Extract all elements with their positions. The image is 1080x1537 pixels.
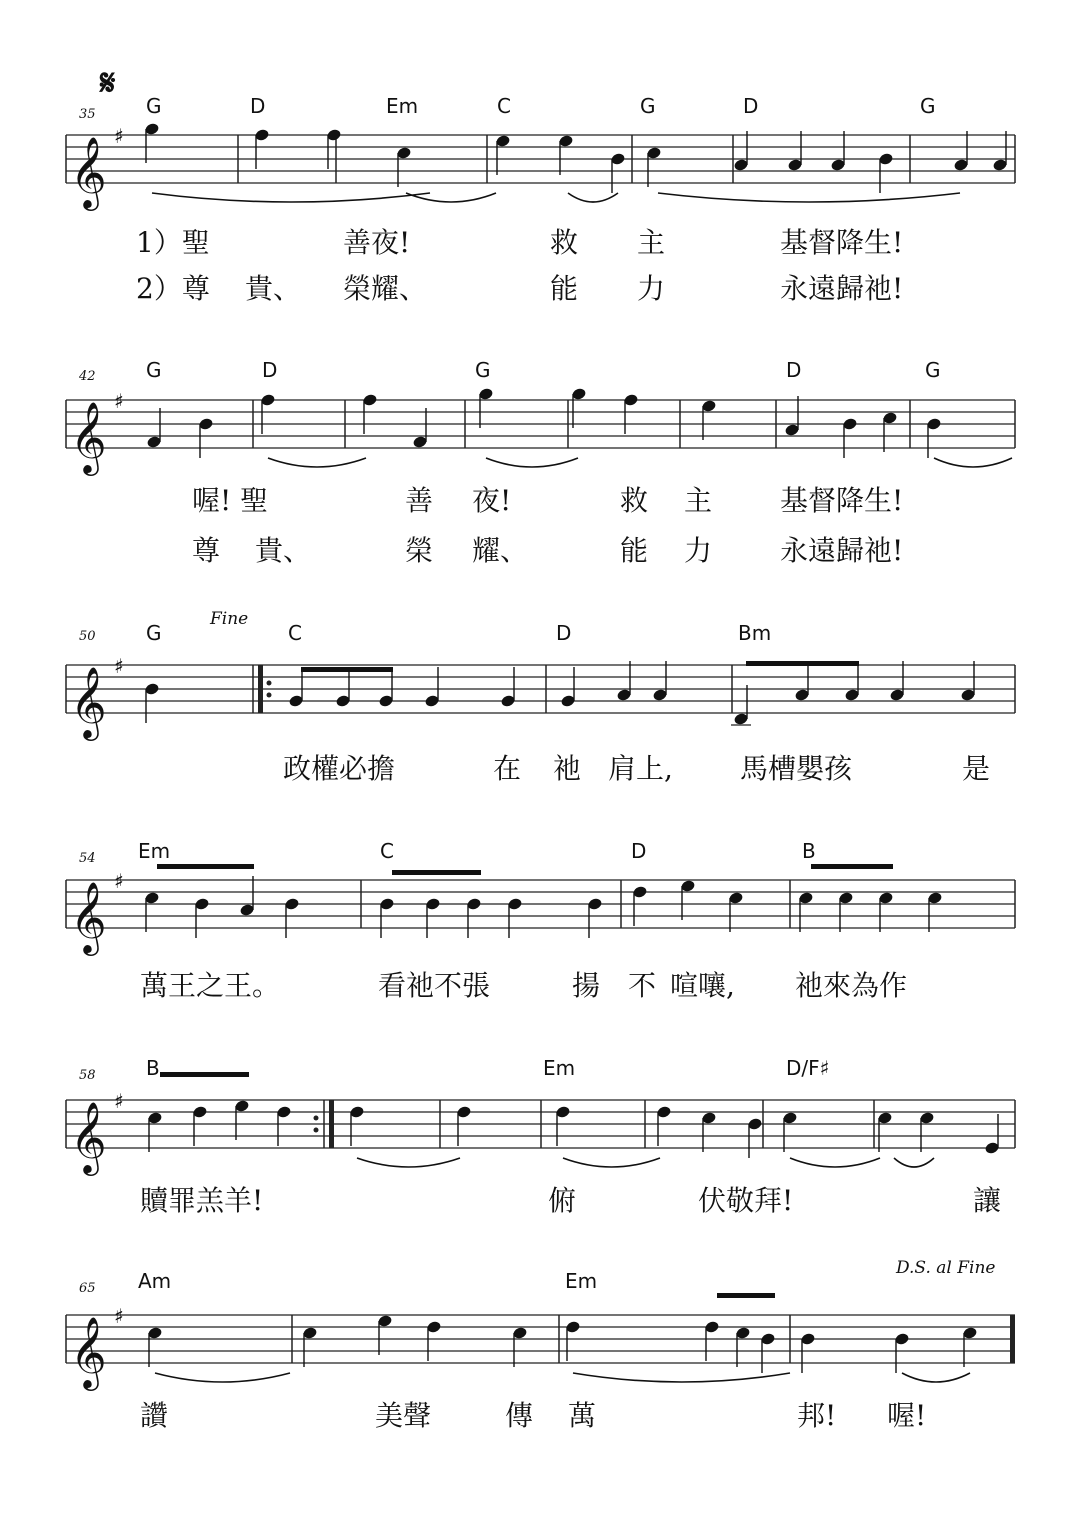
chord-symbol: C (497, 94, 511, 118)
repeat-dot (267, 681, 272, 686)
lyric-syllable: 是 (962, 752, 991, 785)
thick-barline (329, 1100, 334, 1148)
system-1 (66, 94, 1015, 305)
chord-symbol: B (146, 1056, 160, 1080)
key-signature-sharp: ♯ (114, 389, 124, 413)
lyric-syllable: 喔! (887, 1399, 927, 1432)
beam (160, 1072, 249, 1077)
chord-symbol: D (556, 621, 572, 645)
tie (902, 1373, 970, 1382)
lyric-syllable: 基督降生! (780, 226, 904, 259)
chord-symbol: Em (565, 1269, 598, 1293)
lyric-syllable: 傳 (505, 1399, 534, 1432)
chord-symbol: G (925, 358, 941, 382)
lyric-syllable: 看祂不張 (378, 969, 491, 1002)
staff (66, 1293, 1015, 1391)
chord-symbol: D (262, 358, 278, 382)
chord-symbols (138, 1269, 597, 1293)
lyric-syllable: 1）聖 (136, 226, 210, 259)
lyrics (283, 752, 990, 785)
lyric-syllable: 救 (620, 484, 649, 517)
lyric-syllable: 能 (550, 272, 579, 305)
lyric-syllable: 喔! 聖 (192, 484, 269, 517)
repeat-dot (267, 693, 272, 698)
lyrics-verse-2 (136, 272, 903, 305)
chord-symbols (146, 94, 936, 118)
treble-clef: 𝄞 (70, 880, 107, 953)
chord-symbol: Em (543, 1056, 576, 1080)
measure-number: 54 (79, 851, 96, 866)
chord-symbols (146, 358, 941, 382)
measure-number: 35 (79, 107, 96, 122)
chord-symbol: D/F♯ (786, 1056, 830, 1080)
lyric-syllable: 榮 (405, 534, 434, 567)
thick-barline (258, 665, 263, 713)
lyric-syllable: 主 (637, 226, 666, 259)
tie (573, 1373, 790, 1382)
tie (563, 1158, 660, 1167)
lyric-syllable: 不 (628, 969, 657, 1002)
tie (894, 1158, 934, 1167)
chord-symbol: C (380, 839, 394, 863)
lyric-syllable: 尊 (192, 534, 221, 567)
lyric-syllable: 邦! (797, 1399, 837, 1432)
key-signature-sharp: ♯ (114, 1304, 124, 1328)
lyrics (140, 1399, 926, 1432)
segno-sign: 𝄋 (100, 62, 116, 104)
repeat-dot (314, 1128, 319, 1133)
tie (486, 458, 578, 467)
lyrics (140, 969, 907, 1002)
lyric-syllable: 永遠歸祂! (780, 534, 904, 567)
lyric-syllable: 善 (405, 484, 434, 517)
lyric-syllable: 耀、 (472, 534, 529, 567)
chord-symbol: G (640, 94, 656, 118)
measure-number: 65 (79, 1281, 96, 1296)
lyric-syllable: 主 (684, 484, 713, 517)
key-signature-sharp: ♯ (114, 1089, 124, 1113)
measure-number: 58 (79, 1068, 96, 1083)
key-signature-sharp: ♯ (114, 654, 124, 678)
ds-al-fine-marking: D.S. al Fine (896, 1258, 996, 1278)
staff (66, 122, 1015, 211)
lyric-syllable: 馬槽嬰孩 (740, 752, 853, 785)
lyric-syllable: 貴、 (245, 272, 302, 305)
lyric-syllable: 萬 (568, 1399, 597, 1432)
chord-symbol: Bm (738, 621, 772, 645)
treble-clef: 𝄞 (70, 1100, 107, 1173)
system-2 (66, 358, 1015, 567)
beam (746, 661, 859, 666)
lyric-syllable: 永遠歸祂! (780, 272, 904, 305)
tie (568, 193, 618, 202)
lyric-syllable: 力 (637, 272, 666, 305)
lyric-syllable: 能 (620, 534, 649, 567)
chord-symbol: D (743, 94, 759, 118)
beam (157, 864, 254, 869)
lyrics-line-2 (192, 534, 903, 567)
tie (268, 458, 366, 467)
lyric-syllable: 榮耀、 (343, 272, 428, 305)
chord-symbol: G (920, 94, 936, 118)
fine-marking: Fine (210, 609, 249, 629)
staff (66, 1072, 1015, 1176)
lyric-syllable: 政權必擔 (283, 752, 396, 785)
key-signature-sharp: ♯ (114, 869, 124, 893)
beam (392, 870, 481, 875)
measure-number: 42 (79, 369, 96, 384)
beam (811, 864, 893, 869)
lyric-syllable: 讚 (140, 1399, 169, 1432)
beam (717, 1293, 775, 1298)
measure-number: 50 (79, 629, 96, 644)
chord-symbol: D (631, 839, 647, 863)
treble-clef: 𝄞 (70, 665, 107, 738)
lyric-syllable: 2）尊 (136, 272, 210, 305)
lyric-syllable: 伏敬拜! (698, 1184, 794, 1217)
tie (934, 458, 1012, 467)
chord-symbol: Am (138, 1269, 172, 1293)
lyric-syllable: 力 (684, 534, 713, 567)
lyric-syllable: 讓 (973, 1184, 1002, 1217)
chord-symbol: G (146, 358, 162, 382)
tie (152, 193, 430, 202)
key-signature-sharp: ♯ (114, 124, 124, 148)
chord-symbol: Em (138, 839, 171, 863)
chord-symbols (138, 839, 816, 863)
staff (66, 654, 1015, 741)
tie (357, 1158, 460, 1167)
lyric-syllable: 救 (550, 226, 579, 259)
treble-clef: 𝄞 (70, 400, 107, 473)
chord-symbol: G (146, 94, 162, 118)
lyrics (140, 1184, 1001, 1217)
treble-clef: 𝄞 (70, 135, 107, 208)
lyric-syllable: 基督降生! (780, 484, 904, 517)
system-4 (66, 839, 1015, 1002)
lyric-syllable: 在 (493, 752, 522, 785)
lyric-syllable: 祂 (553, 752, 582, 785)
tie (658, 193, 960, 202)
system-3 (66, 609, 1015, 785)
chord-symbol: C (288, 621, 302, 645)
chord-symbol: D (250, 94, 266, 118)
tie (155, 1373, 290, 1382)
lyric-syllable: 美聲 (375, 1399, 432, 1432)
lyric-syllable: 萬王之王。 (140, 969, 281, 1002)
lyric-syllable: 贖罪羔羊! (140, 1184, 264, 1217)
system-5 (66, 1056, 1015, 1217)
repeat-dot (314, 1116, 319, 1121)
chord-symbol: G (475, 358, 491, 382)
system-6 (66, 1258, 1015, 1432)
final-barline (1010, 1315, 1015, 1363)
beam (301, 667, 393, 672)
chord-symbol: D (786, 358, 802, 382)
lyric-syllable: 肩上, (608, 752, 673, 785)
chord-symbol: B (802, 839, 816, 863)
lyric-syllable: 揚 (572, 969, 601, 1002)
lyric-syllable: 俯 (548, 1184, 577, 1217)
staff (66, 864, 1015, 956)
lyric-syllable: 貴、 (255, 534, 312, 567)
lyric-syllable: 善夜! (343, 226, 411, 259)
chord-symbol: G (146, 621, 162, 645)
lyric-syllable: 夜! (472, 484, 512, 517)
staff (66, 387, 1015, 476)
lyric-syllable: 喧嚷, (670, 969, 735, 1002)
chord-symbol: Em (386, 94, 419, 118)
lyrics-verse-1 (136, 226, 903, 259)
lyrics-line-1 (192, 484, 903, 517)
treble-clef: 𝄞 (70, 1315, 107, 1388)
lyric-syllable: 祂來為作 (795, 969, 908, 1002)
tie (790, 1158, 880, 1167)
